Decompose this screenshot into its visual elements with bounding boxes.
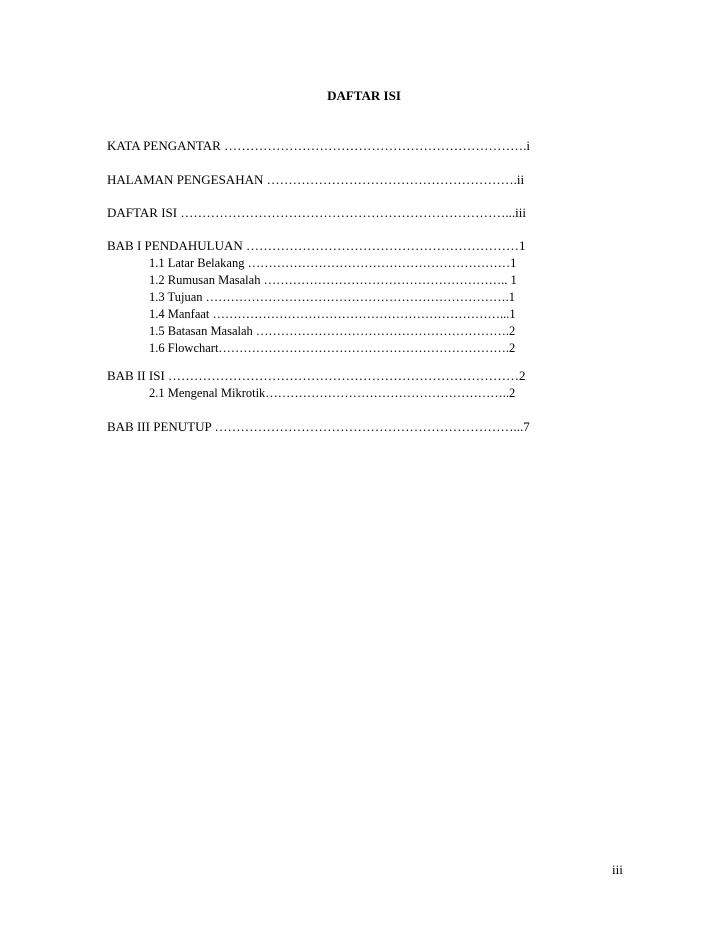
page-title-text: DAFTAR ISI — [327, 88, 401, 103]
toc-entry-1-2: 1.2 Rumusan Masalah ………………………………………………….. 1 — [149, 273, 517, 287]
toc-entry-halaman-pengesahan: HALAMAN PENGESAHAN ………………………………………………….ii — [107, 172, 525, 187]
toc-entry-1-6: 1.6 Flowchart…………………………………………………………….2 — [149, 341, 516, 355]
toc-entry-bab-1: BAB I PENDAHULUAN ………………………………………………………1 — [107, 238, 526, 253]
toc-entry-1-1: 1.1 Latar Belakang ………………………………………………………1 — [149, 256, 517, 270]
toc-entry-1-4: 1.4 Manfaat ……………………………………………………………...1 — [149, 307, 516, 321]
toc-entry-bab-2: BAB II ISI ………………………………………………………………………2 — [107, 368, 526, 383]
toc-entry-daftar-isi: DAFTAR ISI …………………………………………………………………...iii — [107, 205, 526, 220]
page-number: iii — [612, 862, 623, 877]
page-title — [0, 88, 728, 104]
toc-entry-bab-3: BAB III PENUTUP ……………………………………………………………...7 — [107, 419, 530, 434]
toc-entry-1-5: 1.5 Batasan Masalah …………………………………………………….2 — [149, 324, 516, 338]
toc-entry-1-3: 1.3 Tujuan ……………………………………………………………….1 — [149, 290, 515, 304]
toc-entry-kata-pengantar: KATA PENGANTAR …………………………………………………………….i — [107, 138, 530, 153]
toc-entry-2-1: 2.1 Mengenal Mikrotik…………………………………………………..2 — [149, 386, 516, 400]
